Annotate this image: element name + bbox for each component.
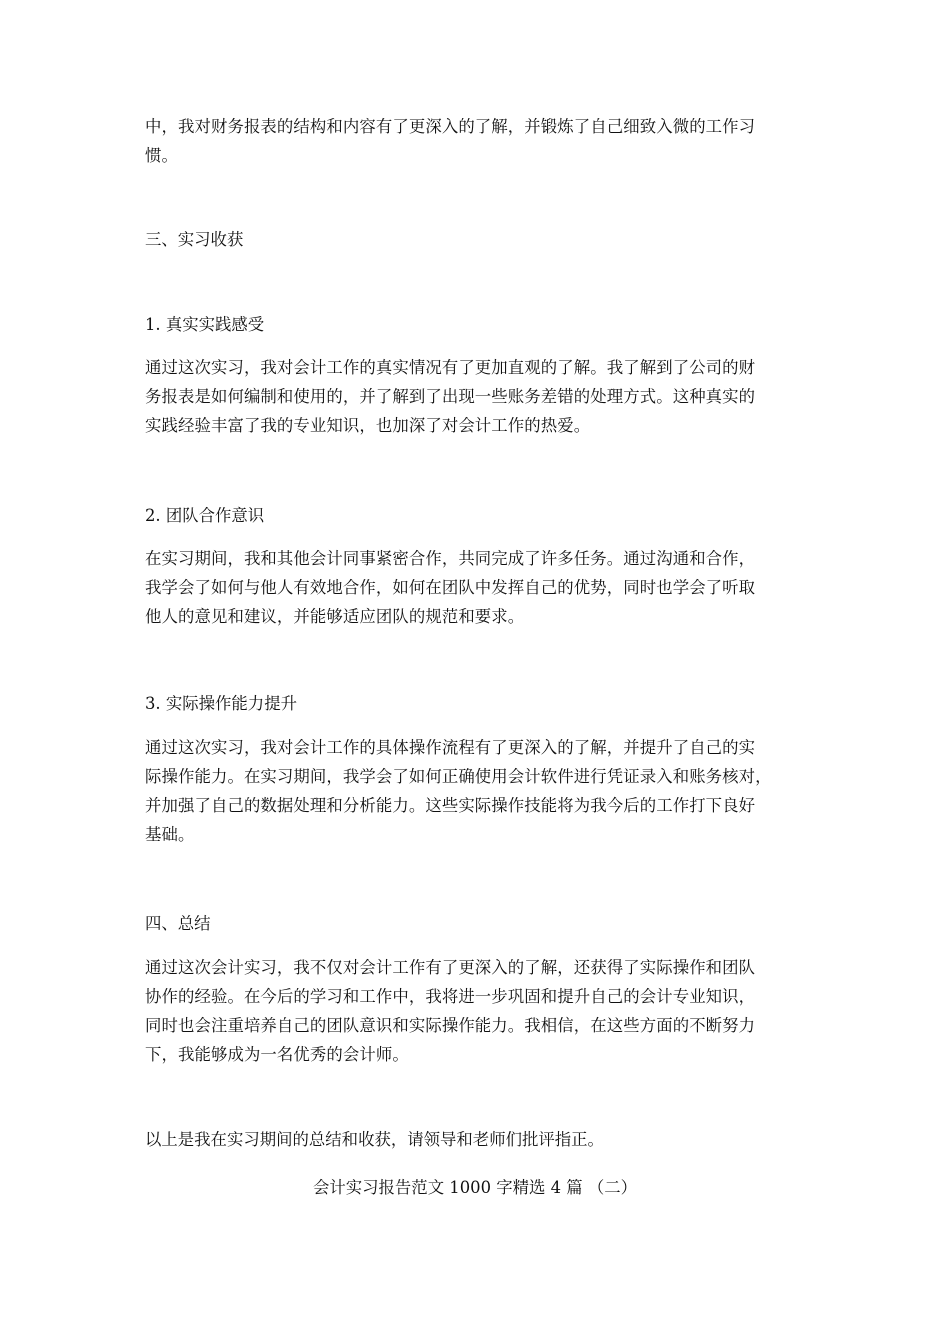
paragraph-line: 我学会了如何与他人有效地合作，如何在团队中发挥自己的优势，同时也学会了听取 bbox=[145, 578, 756, 597]
subheading-operational-skills: 3. 实际操作能力提升 bbox=[145, 694, 297, 713]
paragraph-line: 他人的意见和建议，并能够适应团队的规范和要求。 bbox=[145, 607, 525, 626]
closing-line: 以上是我在实习期间的总结和收获，请领导和老师们批评指正。 bbox=[145, 1130, 604, 1149]
section-heading-summary: 四、总结 bbox=[145, 914, 211, 933]
paragraph-summary bbox=[145, 953, 805, 1069]
paragraph-real-practice bbox=[145, 353, 805, 440]
next-article-title: 会计实习报告范文 1000 字精选 4 篇 （二） bbox=[312, 1178, 638, 1197]
paragraph-line: 协作的经验。在今后的学习和工作中，我将进一步巩固和提升自己的会计专业知识， bbox=[145, 987, 756, 1006]
subheading-teamwork: 2. 团队合作意识 bbox=[145, 506, 265, 525]
paragraph-line: 并加强了自己的数据处理和分析能力。这些实际操作技能将为我今后的工作打下良好 bbox=[145, 796, 756, 815]
paragraph-line: 下，我能够成为一名优秀的会计师。 bbox=[145, 1045, 409, 1064]
paragraph-line: 中，我对财务报表的结构和内容有了更深入的了解，并锻炼了自己细致入微的工作习 bbox=[145, 117, 756, 136]
subheading-real-practice: 1. 真实实践感受 bbox=[145, 315, 265, 334]
section-heading-internship-gains: 三、实习收获 bbox=[145, 230, 244, 249]
paragraph-teamwork bbox=[145, 544, 805, 631]
paragraph-line: 惯。 bbox=[145, 146, 178, 165]
paragraph-line: 实践经验丰富了我的专业知识，也加深了对会计工作的热爱。 bbox=[145, 416, 591, 435]
paragraph-line: 同时也会注重培养自己的团队意识和实际操作能力。我相信，在这些方面的不断努力 bbox=[145, 1016, 756, 1035]
paragraph-line: 际操作能力。在实习期间，我学会了如何正确使用会计软件进行凭证录入和账务核对， bbox=[145, 767, 772, 786]
paragraph-line: 通过这次实习，我对会计工作的真实情况有了更加直观的了解。我了解到了公司的财 bbox=[145, 358, 756, 377]
paragraph-line: 务报表是如何编制和使用的，并了解到了出现一些账务差错的处理方式。这种真实的 bbox=[145, 387, 756, 406]
paragraph-line: 通过这次会计实习，我不仅对会计工作有了更深入的了解，还获得了实际操作和团队 bbox=[145, 958, 756, 977]
paragraph-line: 通过这次实习，我对会计工作的具体操作流程有了更深入的了解，并提升了自己的实 bbox=[145, 738, 756, 757]
paragraph-line: 基础。 bbox=[145, 825, 195, 844]
paragraph-line: 在实习期间，我和其他会计同事紧密合作，共同完成了许多任务。通过沟通和合作， bbox=[145, 549, 756, 568]
intro-paragraph bbox=[145, 112, 805, 170]
paragraph-operational-skills bbox=[145, 733, 805, 849]
